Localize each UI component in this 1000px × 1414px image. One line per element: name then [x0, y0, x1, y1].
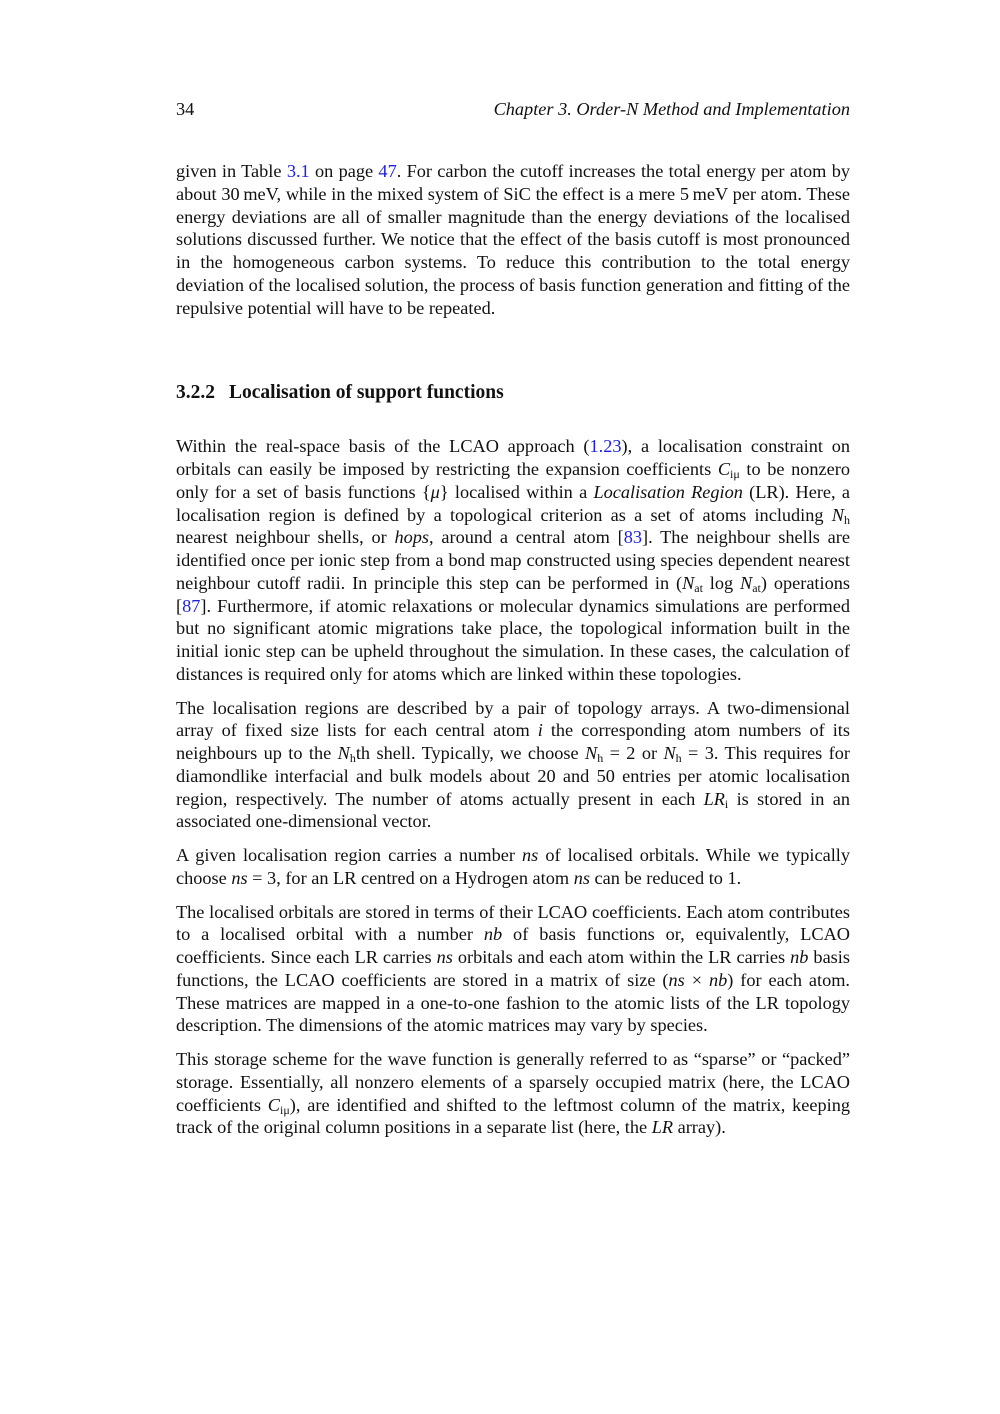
italic-text: nb	[708, 969, 728, 990]
subscript: iμ	[279, 1102, 290, 1117]
italic-text: ns	[668, 969, 685, 990]
italic-text: ns	[231, 867, 248, 888]
subscript: at	[694, 580, 703, 595]
italic-text: ns	[522, 845, 539, 865]
italic-text: ns	[436, 947, 453, 967]
paragraph	[176, 435, 850, 685]
text-run: is stored in an associated one-dimensional vector.	[176, 788, 850, 832]
intro-paragraphs	[176, 160, 850, 319]
text-run: ]. The neighbour shells are identified once per ionic step from a bond map constructed using species dependent nearest neighbour cutoff radii. In principle this step can be performed in (	[176, 527, 850, 593]
text-run: orbitals and each atom within the LR carries	[452, 947, 791, 967]
italic-text: N	[585, 743, 598, 763]
text-run: . For carbon the cutoff increases the total energy per atom by about 30 meV, while in the mixed system of SiC the effect is a mere 5 meV per atom. These energy deviations are all of smaller magnitude than the energy deviations of the localised solutions discussed further. We notice that the effect of the basis cutoff is most pronounced in the homogeneous carbon systems. To reduce this contribution to the total energy deviation of the localised solution, the process of basis function generation and fitting of the repulsive potential will have to be repeated.	[176, 161, 850, 318]
italic-text: nb	[790, 947, 809, 967]
section-number: 3.2.2	[176, 382, 215, 404]
subscript: h	[349, 751, 356, 765]
text-run: ]. Furthermore, if atomic relaxations or molecular dynamics simulations are performed but no significant atomic migrations take place, the topological information built in the initial ionic step can be upheld throughout the simulation. In these cases, the calculation of distances is required only for atoms which are linked within these topologies.	[176, 595, 850, 684]
paragraph	[176, 901, 850, 1038]
italic-text: i	[537, 720, 543, 741]
page-number: 34	[176, 99, 195, 119]
text-run: A given localisation region carries a number	[176, 845, 523, 865]
italic-text: LR	[651, 1117, 674, 1138]
text-run: nearest neighbour shells, or	[176, 527, 395, 548]
italic-text: μ	[430, 481, 440, 502]
text-run: of basis functions or, equivalently, LCAO coefficients. Since each LR carries	[176, 924, 850, 967]
chapter-title: Chapter 3. Order-N Method and Implementation	[493, 99, 850, 119]
cross-reference-link[interactable]: 47	[378, 161, 397, 181]
text-run: (LR). Here, a localisation region is defined by a topological criterion as a set of atoms including	[176, 481, 850, 525]
text-run: } localised within a	[439, 481, 594, 502]
subscript: iμ	[730, 467, 740, 481]
text-run: The localisation regions are described by a pair of topology arrays. A two-dimensional array of fixed size lists for each central atom	[176, 697, 850, 741]
text-run: The localised orbitals are stored in terms of their LCAO coefficients. Each atom contributes to a localised orbital with a number	[176, 901, 850, 945]
italic-text: C	[717, 459, 731, 479]
subscript: h	[597, 751, 604, 765]
section-title: Localisation of support functions	[229, 382, 504, 404]
page-body	[176, 160, 850, 1150]
italic-text: C	[267, 1094, 280, 1115]
text-run: This storage scheme for the wave function is generally referred to as “sparse” or “packed” storage. Essentially, all nonzero elements of a sparsely occupied matrix (here, the LCAO coefficients	[176, 1049, 850, 1115]
paragraph	[176, 160, 850, 319]
text-run: the corresponding atom numbers of its neighbours up to the	[176, 720, 850, 763]
text-run: ), are identified and shifted to the leftmost column of the matrix, keeping track of the original column positions in a separate list (here, the	[176, 1094, 850, 1138]
italic-text: N	[663, 743, 676, 763]
text-run: ), a localisation constraint on orbitals can easily be imposed by restricting the expansion coefficients	[176, 436, 850, 479]
text-run: to be nonzero only for a set of basis functions {	[176, 459, 850, 502]
italic-text: LR	[703, 788, 725, 809]
italic-text: N	[682, 572, 695, 593]
text-run: = 2 or	[603, 743, 664, 763]
text-run: given in Table	[176, 161, 287, 181]
cross-reference-link[interactable]: 3.1	[286, 161, 310, 181]
paragraph	[176, 1048, 850, 1139]
running-header	[176, 99, 850, 120]
italic-text: N	[337, 743, 350, 763]
text-run: can be reduced to 1.	[589, 867, 742, 888]
text-run: ) operations [	[176, 572, 850, 616]
italic-text: N	[740, 572, 753, 593]
italic-text: hops	[394, 527, 430, 548]
cross-reference-link[interactable]: 83	[623, 527, 643, 548]
text-run: array).	[673, 1117, 726, 1138]
section-paragraphs	[176, 435, 850, 1139]
section-heading	[176, 381, 850, 405]
text-run: of localised orbitals. While we typically choose	[176, 845, 850, 888]
subscript: h	[844, 512, 850, 527]
text-run: , around a central atom [	[429, 527, 624, 548]
text-run: on page	[309, 161, 379, 181]
text-run: basis functions, the LCAO coefficients are stored in a matrix of size (	[176, 947, 850, 990]
text-run: log	[702, 572, 741, 593]
italic-text: N	[831, 504, 844, 525]
text-run: th shell. Typically, we choose	[355, 743, 586, 763]
italic-text: Localisation Region	[593, 481, 743, 502]
cross-reference-link[interactable]: 87	[182, 595, 201, 616]
text-run: ) for each atom. These matrices are mapped in a one-to-one fashion to the atomic lists of the LR topology description. The dimensions of the atomic matrices may vary by species.	[176, 969, 850, 1036]
paragraph	[176, 697, 850, 834]
subscript: i	[724, 796, 729, 811]
text-run: Within the real-space basis of the LCAO approach (	[176, 436, 590, 457]
subscript: at	[752, 580, 761, 595]
subscript: h	[675, 751, 682, 765]
cross-reference-link[interactable]: 1.23	[589, 436, 622, 457]
paragraph	[176, 844, 850, 890]
text-run: = 3, for an LR centred on a Hydrogen atom	[247, 867, 574, 888]
italic-text: ns	[573, 867, 590, 888]
text-run: ×	[684, 969, 709, 990]
italic-text: nb	[483, 924, 503, 945]
text-run: = 3. This requires for diamondlike interfacial and bulk models about 20 and 50 entries per atomic localisation region, respectively. The number of atoms actually present in each	[176, 743, 850, 809]
